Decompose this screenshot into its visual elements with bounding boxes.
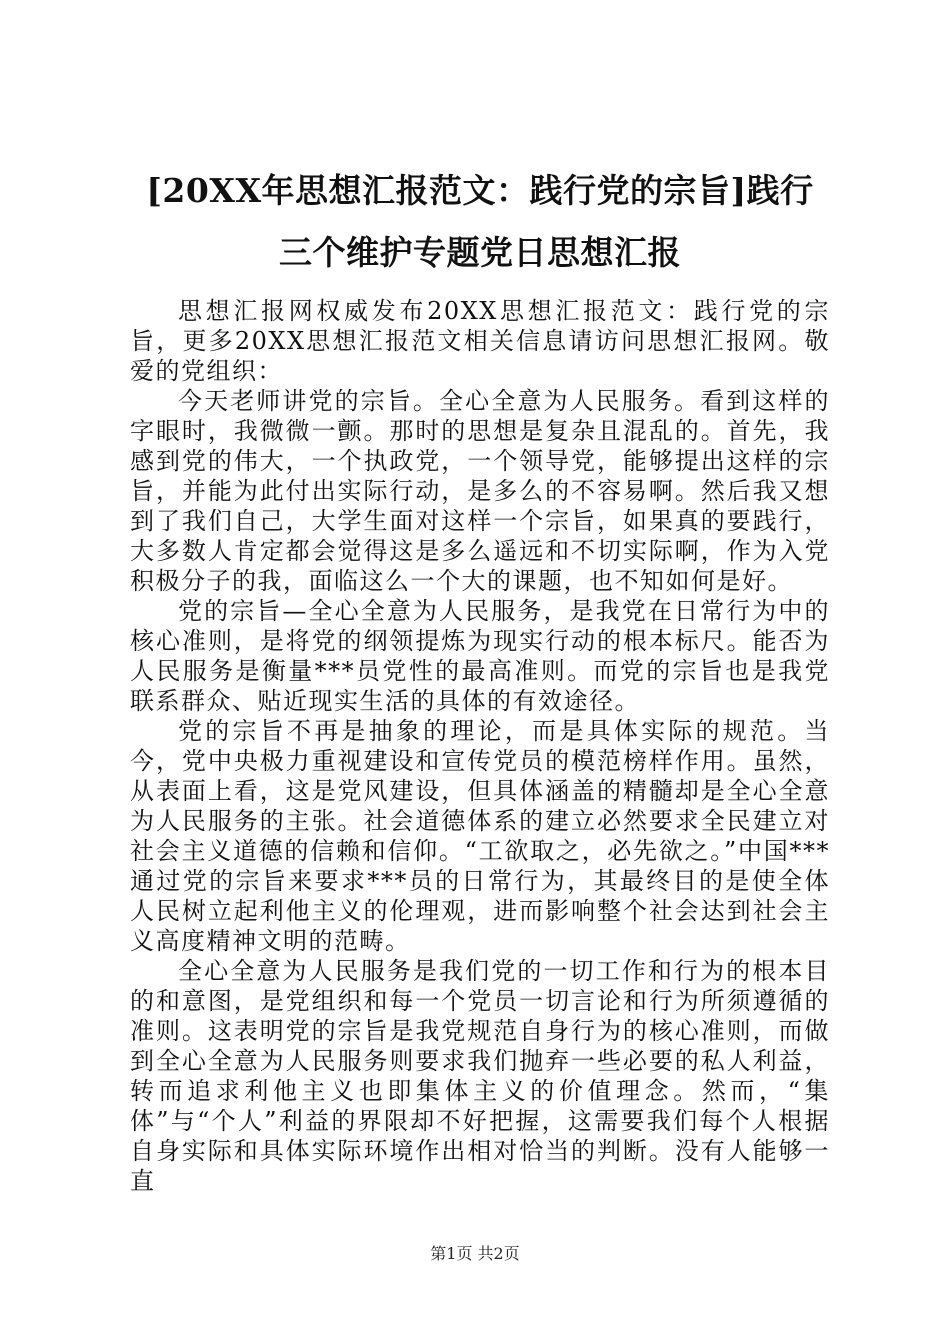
paragraph: 今天老师讲党的宗旨。全心全意为人民服务。看到这样的字眼时，我微微一颤。那时的思想是复杂且混乱的。首先，我感到党的伟大，一个执政党，一个领导党，能够提出这样的宗旨，并能为此付出实际行动，是多么的不容易啊。然后我又想到了我们自己，大学生面对这样一个宗旨，如果真的要践行，大多数人肯定都会觉得这是多么遥远和不切实际啊，作为入党积极分子的我，面临这么一个大的课题，也不知如何是好。: [130, 387, 830, 595]
title-line-2: 三个维护专题党日思想汇报: [279, 233, 681, 272]
paragraph: 党的宗旨不再是抽象的理论，而是具体实际的规范。当今，党中央极力重视建设和宣传党员的模范榜样作用。虽然，从表面上看，这是党风建设，但具体涵盖的精髓却是全心全意为人民服务的主张。社会道德体系的建立必然要求全民建立对社会主义道德的信赖和信仰。“工欲取之，必先欲之。”中国***通过党的宗旨来要求***员的日常行为，其最终目的是使全体人民树立起利他主义的伦理观，进而影响整个社会达到社会主义高度精神文明的范畴。: [130, 717, 830, 955]
paragraph: 思想汇报网权威发布20XX思想汇报范文：践行党的宗旨，更多20XX思想汇报范文相关信息请访问思想汇报网。敬爱的党组织：: [130, 297, 830, 385]
document-title: [130, 160, 830, 284]
paragraph: 党的宗旨—全心全意为人民服务，是我党在日常行为中的核心准则，是将党的纲领提炼为现实行动的根本标尺。能否为人民服务是衡量***员党性的最高准则。而党的宗旨也是我党联系群众、贴近现实生活的具体的有效途径。: [130, 597, 830, 715]
page-number: 第1页 共2页: [430, 1244, 520, 1263]
paragraph: 全心全意为人民服务是我们党的一切工作和行为的根本目的和意图，是党组织和每一个党员一切言论和行为所须遵循的准则。这表明党的宗旨是我党规范自身行为的核心准则，而做到全心全意为人民服务则要求我们抛弃一些必要的私人利益，转而追求利他主义也即集体主义的价值理念。然而，“集体”与“个人”利益的界限却不好把握，这需要我们每个人根据自身实际和具体实际环境作出相对恰当的判断。没有人能够一直: [130, 957, 830, 1195]
document-body: [130, 296, 830, 1196]
page-footer: [0, 1244, 950, 1264]
title-line-1: [20XX年思想汇报范文：践行党的宗旨]践行: [146, 171, 814, 210]
